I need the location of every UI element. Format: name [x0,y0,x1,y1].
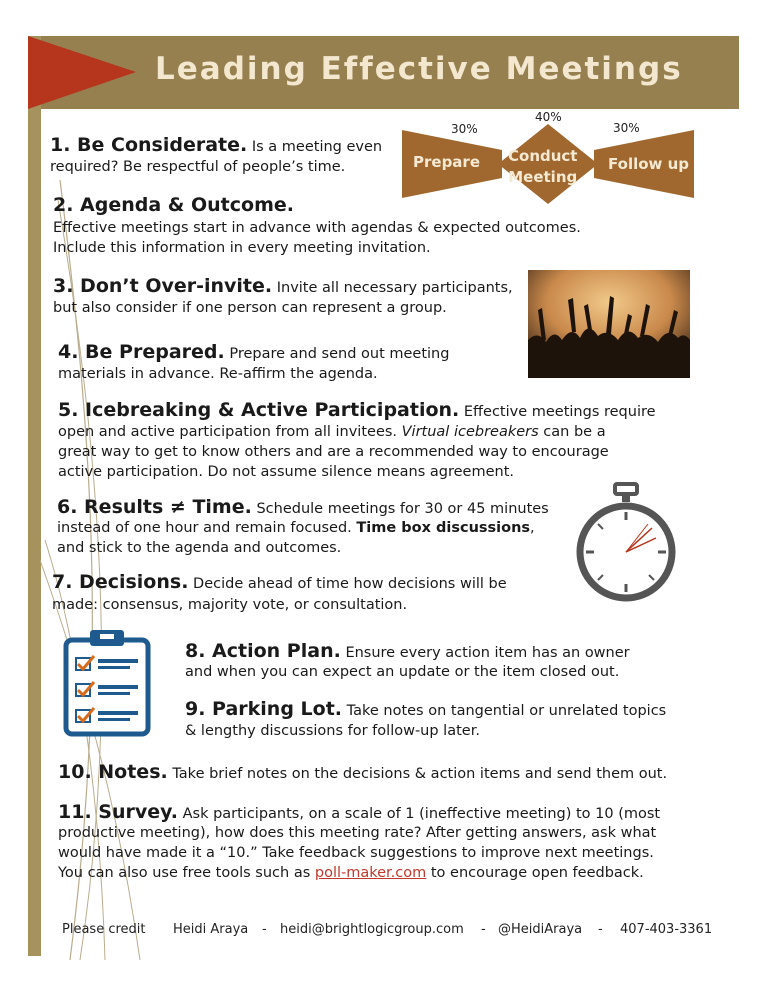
item-1-text1: Is a meeting even [251,139,383,155]
item-8-text2: and when you can expect an update or the item closed out. [185,664,620,680]
item-5-text4: active participation. Do not assume silence means agreement. [58,464,514,480]
item-10-text1: Take brief notes on the decisions & action items and send them out. [172,766,668,782]
item-4-text2: materials in advance. Re-affirm the agenda. [58,366,378,382]
item-7-text1: Decide ahead of time how decisions will be [193,576,507,592]
stopwatch-icon [572,482,682,607]
item-6-text1: Schedule meetings for 30 or 45 minutes [256,501,549,517]
item-5-line2: open and active participation from all invitees. Virtual icebreakers can be a [58,424,606,440]
item-11-line4: You can also use free tools such as poll-maker.com to encourage open feedback. [58,865,644,881]
footer-handle: @HeidiAraya [498,922,583,937]
conduct-label [508,146,577,188]
item-11-line1 [58,802,660,824]
item-7-text2: made: consensus, majority vote, or consultation. [52,597,408,613]
clipboard-checklist-icon [62,628,154,738]
conduct-label-line2: Meeting [508,168,578,186]
page-title: Leading Effective Meetings [155,51,683,87]
footer-phone: 407-403-3361 [620,922,713,937]
crowd-photo [528,270,690,378]
conduct-label-line1: Conduct [508,147,578,165]
footer-name: Heidi Araya [173,922,249,937]
item-5-text3: great way to get to know others and are a recommended way to encourage [58,444,609,460]
item-6-line1 [57,497,549,519]
item-5-text1: Effective meetings require [463,404,656,420]
item-11-text1: Ask participants, on a scale of 1 (ineffective meeting) to 10 (most [182,806,661,822]
item-11-text3: would have made it a “10.” Take feedback suggestions to improve next meetings. [58,845,654,861]
item-5-line1 [58,400,656,422]
item-6-heading: 6. Results ≠ Time. [57,496,252,518]
item-3-text2: but also consider if one person can represent a group. [53,300,447,316]
item-1-text2: required? Be respectful of people’s time. [50,159,346,175]
poll-maker-link[interactable]: poll-maker.com [314,865,427,881]
follow-percent: 30% [613,121,640,135]
item-3-heading: 3. Don’t Over-invite. [53,275,273,297]
item-2-heading: 2. Agenda & Outcome. [53,194,294,216]
item-1-line1 [50,135,382,157]
item-9-line1 [185,699,666,721]
footer-sep-3: - [598,922,603,937]
item-2-text1: Effective meetings start in advance with agendas & expected outcomes. [53,220,581,236]
item-9-text1: Take notes on tangential or unrelated topics [346,703,667,719]
item-5-heading: 5. Icebreaking & Active Participation. [58,399,460,421]
footer-sep-2: - [481,922,486,937]
item-6-line2: instead of one hour and remain focused. Time box discussions, [57,520,535,536]
item-11-text2: productive meeting), how does this meeting rate? After getting answers, ask what [58,825,657,841]
item-8-line1 [185,641,630,663]
item-9-heading: 9. Parking Lot. [185,698,343,720]
item-8-heading: 8. Action Plan. [185,640,341,662]
item-4-line1 [58,342,449,364]
item-8-text1: Ensure every action item has an owner [345,645,630,661]
item-7-heading: 7. Decisions. [52,571,189,593]
virtual-icebreakers-text: Virtual icebreakers [401,424,539,440]
footer-email: heidi@brightlogicgroup.com [280,922,464,937]
prepare-percent: 30% [451,122,478,136]
item-2-text2: Include this information in every meeting invitation. [53,240,431,256]
follow-label: Follow up [608,155,690,173]
item-1-heading: 1. Be Considerate. [50,134,248,156]
item-9-text2: & lengthy discussions for follow-up later. [185,723,480,739]
item-7-line1 [52,572,507,594]
footer-credit: Please credit [62,922,146,937]
item-4-text1: Prepare and send out meeting [229,346,450,362]
prepare-label: Prepare [413,153,480,171]
item-3-line1 [53,276,513,298]
item-6-text3: and stick to the agenda and outcomes. [57,540,342,556]
time-box-text: Time box discussions [356,520,531,536]
footer-sep-1: - [262,922,267,937]
item-10-heading: 10. Notes. [58,761,168,783]
item-11-heading: 11. Survey. [58,801,178,823]
item-3-text1: Invite all necessary participants, [276,280,513,296]
conduct-percent: 40% [535,110,562,124]
item-4-heading: 4. Be Prepared. [58,341,225,363]
item-10-line1 [58,762,667,784]
